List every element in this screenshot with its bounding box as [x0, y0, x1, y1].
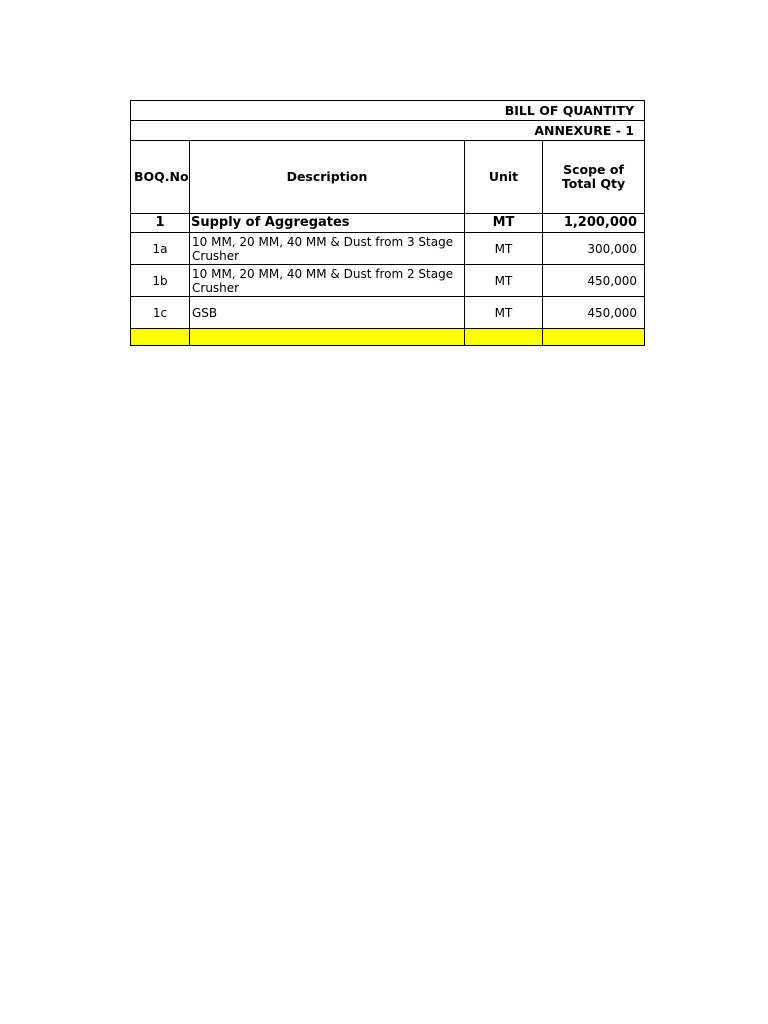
header-unit: Unit	[465, 141, 543, 214]
empty-cell	[131, 329, 190, 346]
cell-qty: 300,000	[543, 233, 645, 265]
title-row	[131, 101, 645, 121]
cell-unit: MT	[465, 214, 543, 233]
annexure-label: ANNEXURE - 1	[131, 121, 645, 141]
bill-of-quantity-table	[130, 100, 645, 346]
table-row	[131, 265, 645, 297]
cell-boq-no: 1	[131, 214, 190, 233]
annexure-row	[131, 121, 645, 141]
table-row-main-item	[131, 214, 645, 233]
header-boq-no: BOQ.No	[131, 141, 190, 214]
cell-unit: MT	[465, 265, 543, 297]
cell-unit: MT	[465, 297, 543, 329]
cell-boq-no: 1c	[131, 297, 190, 329]
cell-boq-no: 1b	[131, 265, 190, 297]
cell-qty: 450,000	[543, 265, 645, 297]
cell-description: 10 MM, 20 MM, 40 MM & Dust from 3 Stage Crusher	[190, 233, 465, 265]
empty-cell	[190, 329, 465, 346]
header-scope: Scope of Total Qty	[543, 141, 645, 214]
cell-qty: 1,200,000	[543, 214, 645, 233]
document-title: BILL OF QUANTITY	[131, 101, 645, 121]
cell-boq-no: 1a	[131, 233, 190, 265]
column-header-row	[131, 141, 645, 214]
cell-description: GSB	[190, 297, 465, 329]
cell-description: 10 MM, 20 MM, 40 MM & Dust from 2 Stage Crusher	[190, 265, 465, 297]
cell-qty: 450,000	[543, 297, 645, 329]
table-row	[131, 233, 645, 265]
cell-description: Supply of Aggregates	[190, 214, 465, 233]
cell-unit: MT	[465, 233, 543, 265]
header-description: Description	[190, 141, 465, 214]
table-row	[131, 297, 645, 329]
highlighted-empty-row	[131, 329, 645, 346]
empty-cell	[543, 329, 645, 346]
empty-cell	[465, 329, 543, 346]
